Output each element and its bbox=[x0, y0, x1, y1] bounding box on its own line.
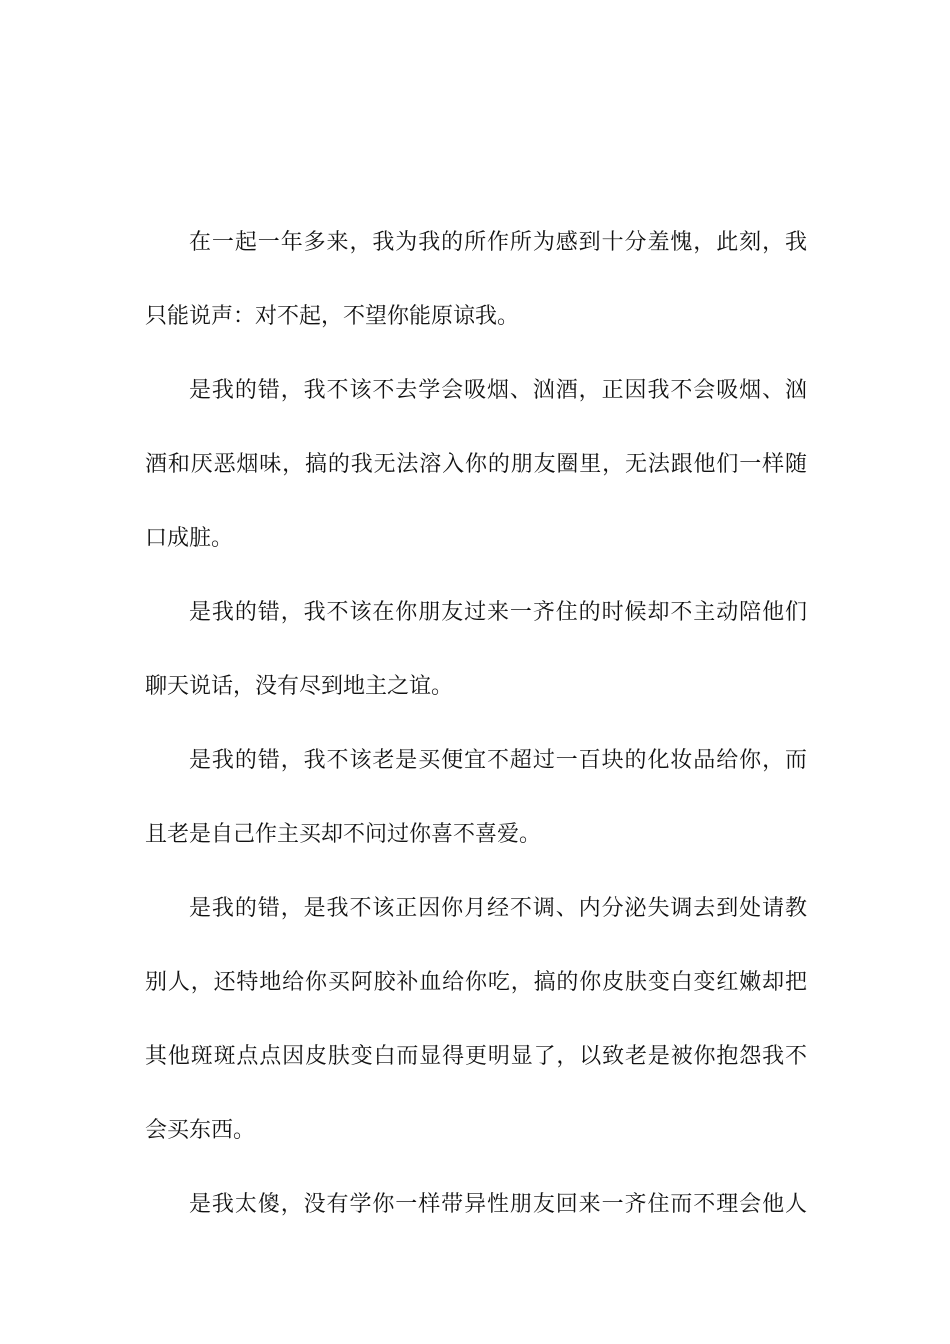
text-line: 其他斑斑点点因皮肤变白而显得更明显了，以致老是被你抱怨我不 bbox=[145, 1044, 807, 1069]
text-line: 酒和厌恶烟味，搞的我无法溶入你的朋友圈里，无法跟他们一样随 bbox=[145, 452, 807, 477]
letter-body bbox=[145, 206, 807, 1242]
text-line: 是我的错，是我不该正因你月经不调、内分泌失调去到处请教 bbox=[189, 896, 807, 921]
text-line: 口成脏。 bbox=[145, 526, 234, 551]
text-line: 且老是自己作主买却不问过你喜不喜爱。 bbox=[145, 822, 542, 847]
text-line: 只能说声：对不起，不望你能原谅我。 bbox=[145, 304, 520, 329]
text-line: 在一起一年多来，我为我的所作所为感到十分羞愧，此刻，我 bbox=[189, 230, 807, 255]
text-line: 别人，还特地给你买阿胶补血给你吃，搞的你皮肤变白变红嫩却把 bbox=[145, 970, 807, 995]
text-line: 是我的错，我不该老是买便宜不超过一百块的化妆品给你，而 bbox=[189, 748, 807, 773]
text-line: 是我的错，我不该不去学会吸烟、汹酒，正因我不会吸烟、汹 bbox=[189, 378, 807, 403]
text-line: 是我的错，我不该在你朋友过来一齐住的时候却不主动陪他们 bbox=[189, 600, 807, 625]
text-line: 会买东西。 bbox=[145, 1118, 256, 1143]
text-line: 聊天说话，没有尽到地主之谊。 bbox=[145, 674, 454, 699]
text-line: 是我太傻，没有学你一样带异性朋友回来一齐住而不理会他人 bbox=[189, 1192, 807, 1217]
